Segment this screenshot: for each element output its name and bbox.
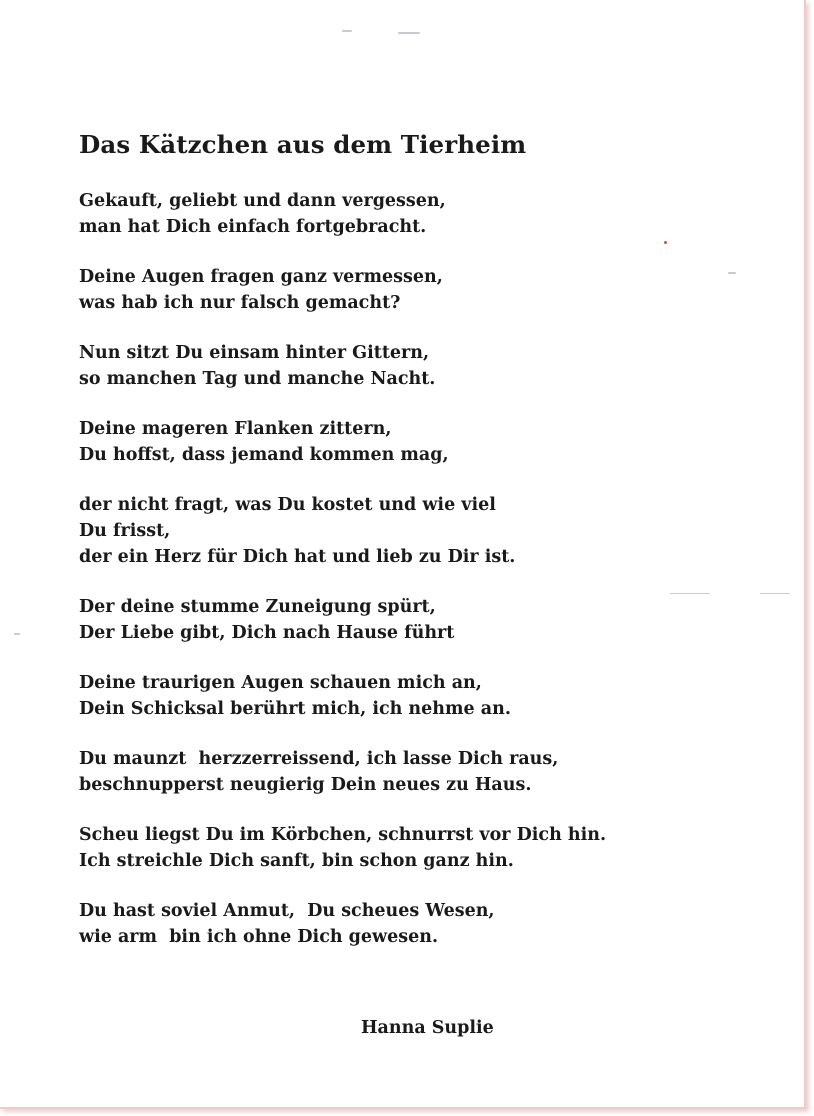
- scan-speck: [342, 30, 352, 32]
- poem-author: Hanna Suplie: [361, 1018, 494, 1038]
- poem-line: der ein Herz für Dich hat und lieb zu Dir ist.: [79, 547, 516, 567]
- poem-line: so manchen Tag und manche Nacht.: [79, 369, 436, 389]
- poem-line: der nicht fragt, was Du kostet und wie viel: [79, 495, 496, 515]
- stanza: [79, 898, 679, 950]
- scan-speck: [728, 272, 736, 274]
- stanza: [79, 670, 679, 722]
- poem-line: man hat Dich einfach fortgebracht.: [79, 217, 427, 237]
- stanza: [79, 416, 679, 468]
- poem-line: Du maunzt herzzerreissend, ich lasse Dich raus,: [79, 749, 559, 769]
- poem-line: was hab ich nur falsch gemacht?: [79, 293, 401, 313]
- poem-title: Das Kätzchen aus dem Tierheim: [79, 130, 527, 159]
- stanza: [79, 746, 679, 798]
- poem: [79, 126, 679, 974]
- poem-line: Deine mageren Flanken zittern,: [79, 419, 392, 439]
- stanza: [79, 594, 679, 646]
- stanza: [79, 340, 679, 392]
- poem-line: Der Liebe gibt, Dich nach Hause führt: [79, 623, 455, 643]
- poem-line: Deine Augen fragen ganz vermessen,: [79, 267, 443, 287]
- stanza: [79, 188, 679, 240]
- scan-speck: [14, 633, 20, 635]
- poem-line: Nun sitzt Du einsam hinter Gittern,: [79, 343, 430, 363]
- poem-line: Der deine stumme Zuneigung spürt,: [79, 597, 436, 617]
- poem-line: Gekauft, geliebt und dann vergessen,: [79, 191, 446, 211]
- stanza: [79, 492, 679, 570]
- scan-speck: [760, 593, 790, 594]
- poem-line: Du hoffst, dass jemand kommen mag,: [79, 445, 449, 465]
- poem-line: beschnupperst neugierig Dein neues zu Haus.: [79, 775, 532, 795]
- poem-line: Scheu liegst Du im Körbchen, schnurrst vor Dich hin.: [79, 825, 607, 845]
- poem-line: Ich streichle Dich sanft, bin schon ganz hin.: [79, 851, 514, 871]
- poem-line: Du hast soviel Anmut, Du scheues Wesen,: [79, 901, 495, 921]
- poem-line: wie arm bin ich ohne Dich gewesen.: [79, 927, 439, 947]
- poem-line: Deine traurigen Augen schauen mich an,: [79, 673, 482, 693]
- poem-line: Dein Schicksal berührt mich, ich nehme an.: [79, 699, 511, 719]
- scan-speck: [398, 32, 420, 34]
- stanza: [79, 822, 679, 874]
- stanza: [79, 264, 679, 316]
- poem-line: Du frisst,: [79, 521, 171, 541]
